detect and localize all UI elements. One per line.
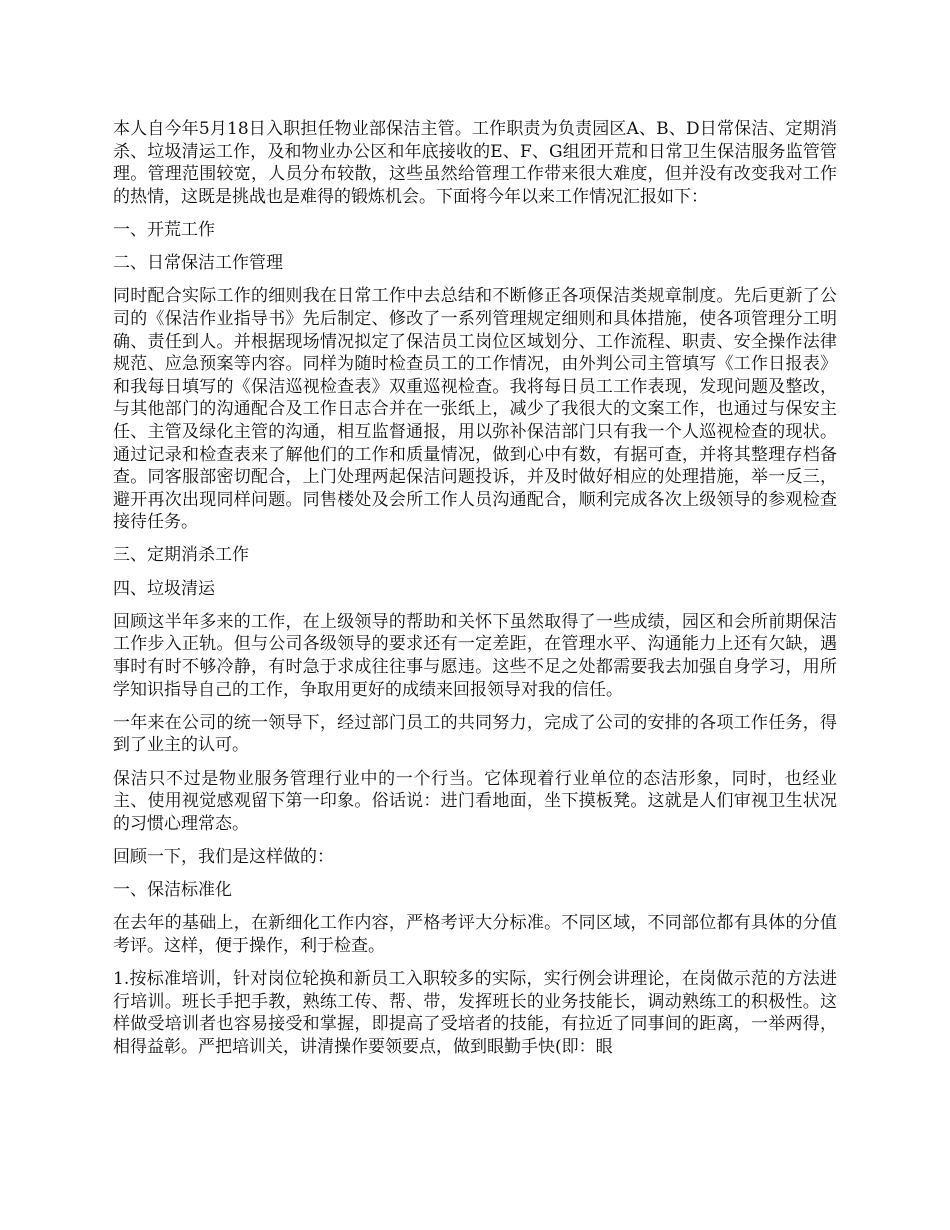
section-heading-daily-cleaning: 二、日常保洁工作管理 [113,253,283,274]
year-summary-paragraph: 一年来在公司的统一领导下，经过部门员工的共同努力，完成了公司的安排的各项工作任务，得到了业主的认可。 [113,712,837,756]
review-paragraph: 回顾这半年多来的工作，在上级领导的帮助和关怀下虽然取得了一些成绩，园区和会所前期保洁工作步入正轨。但与公司各级领导的要求还有一定差距，在管理水平、沟通能力上还有欠缺，遇事时有时不够冷静，有时急于求成往往事与愿违。这些不足之处都需要我去加强自身学习，用所学知识指导自己的工作，争取用更好的成绩来回报领导对我的信任。 [113,611,837,700]
section-heading-standardization: 一、保洁标准化 [113,880,232,901]
intro-paragraph: 本人自今年5月18日入职担任物业部保洁主管。工作职责为负责园区A、B、D日常保洁、定期消杀、垃圾清运工作，及和物业办公区和年底接收的E、F、G组团开荒和日常卫生保洁服务监管管理。管理范围较宽，人员分布较散，这些虽然给管理工作带来很大难度，但并没有改变我对工作的热情，这既是挑战也是难得的锻炼机会。下面将今年以来工作情况汇报如下： [113,119,837,207]
cleaning-industry-paragraph: 保洁只不过是物业服务管理行业中的一个行当。它体现着行业单位的态洁形象，同时，也经业主、使用视觉感观留下第一印象。俗话说：进门看地面，坐下摸板凳。这就是人们审视卫生状况的习惯心理常态。 [113,768,837,834]
training-paragraph: 1.按标准培训，针对岗位轮换和新员工入职较多的实际，实行例会讲理论，在岗做示范的方法进行培训。班长手把手教，熟练工传、帮、带，发挥班长的业务技能长，调动熟练工的积极性。这样做受培训者也容易接受和掌握，即提高了受培者的技能，有拉近了同事间的距离，一举两得，相得益彰。严把培训关，讲清操作要领要点，做到眼勤手快(即：眼 [113,969,837,1057]
document-body [113,118,837,1069]
standardization-paragraph: 在去年的基础上，在新细化工作内容，严格考评大分标准。不同区域，不同部位都有具体的分值考评。这样，便于操作，利于检查。 [113,913,837,956]
review-heading: 回顾一下，我们是这样做的： [113,846,334,867]
section-heading-disinfection: 三、定期消杀工作 [113,545,249,566]
section-heading-garbage: 四、垃圾清运 [113,578,215,599]
section-heading-land-clearing: 一、开荒工作 [113,219,215,240]
daily-cleaning-paragraph: 同时配合实际工作的细则我在日常工作中去总结和不断修正各项保洁类规章制度。先后更新了公司的《保洁作业指导书》先后制定、修改了一系列管理规定细则和具体措施，使各项管理分工明确、责任到人。并根据现场情况拟定了保洁员工岗位区域划分、工作流程、职责、安全操作法律规范、应急预案等内容。同样为随时检查员工的工作情况，由外判公司主管填写《工作日报表》和我每日填写的《保洁巡视检查表》双重巡视检查。我将每日员工工作表现，发现问题及整改，与其他部门的沟通配合及工作日志合并在一张纸上，减少了我很大的文案工作，也通过与保安主任、主管及绿化主管的沟通，相互监督通报，用以弥补保洁部门只有我一个人巡视检查的现状。通过记录和检查表来了解他们的工作和质量情况，做到心中有数，有据可查，并将其整理存档备查。同客服部密切配合，上门处理两起保洁问题投诉，并及时做好相应的处理措施，举一反三，避开再次出现同样问题。同售楼处及会所工作人员沟通配合，顺利完成各次上级领导的参观检查接待任务。 [113,286,837,533]
